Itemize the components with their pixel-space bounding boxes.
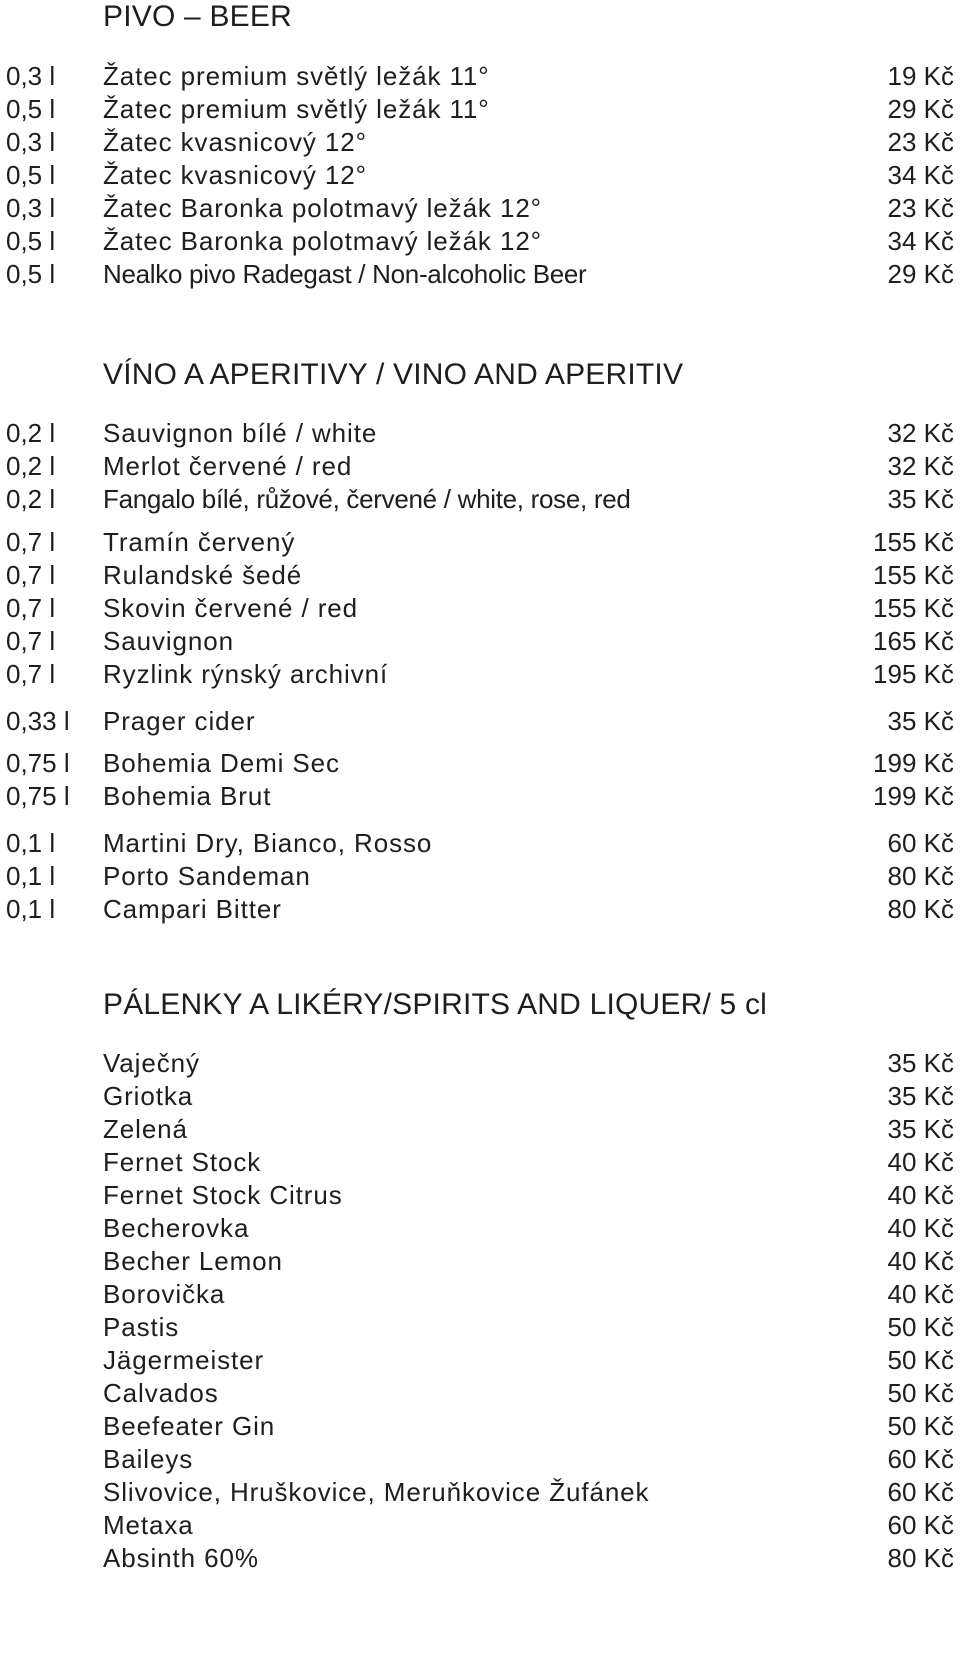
wine-item-2 xyxy=(0,449,960,483)
item-name: Skovin červené / red xyxy=(103,593,359,623)
spirits-item-8 xyxy=(0,1277,960,1311)
item-price: 23 Kč xyxy=(887,193,954,223)
item-volume: 0,5 l xyxy=(6,226,56,256)
item-name: Merlot červené / red xyxy=(103,451,353,481)
wine-item-5 xyxy=(0,558,960,592)
item-price: 80 Kč xyxy=(887,1543,954,1573)
item-volume: 0,3 l xyxy=(6,61,56,91)
spirits-item-4 xyxy=(0,1145,960,1179)
beer-item-5 xyxy=(0,191,960,225)
beer-item-6 xyxy=(0,224,960,258)
item-name: Zelená xyxy=(103,1114,188,1144)
item-name: Nealko pivo Radegast / Non-alcoholic Beer xyxy=(103,259,587,289)
item-name: Fernet Stock xyxy=(103,1147,262,1177)
item-name: Vaječný xyxy=(103,1048,200,1078)
spirits-heading: PÁLENKY A LIKÉRY/SPIRITS AND LIQUER/ 5 cl xyxy=(103,988,768,1021)
item-price: 35 Kč xyxy=(887,484,954,514)
item-price: 23 Kč xyxy=(887,127,954,157)
wine-heading: VÍNO A APERITIVY / VINO AND APERITIV xyxy=(103,358,684,391)
item-name: Sauvignon xyxy=(103,626,234,656)
spirits-item-11 xyxy=(0,1376,960,1410)
item-price: 155 Kč xyxy=(873,527,954,557)
item-price: 165 Kč xyxy=(873,626,954,656)
wine-item-9 xyxy=(0,704,960,738)
beer-item-4 xyxy=(0,158,960,192)
item-price: 50 Kč xyxy=(887,1378,954,1408)
wine-item-11 xyxy=(0,779,960,813)
wine-item-3 xyxy=(0,482,960,516)
item-price: 32 Kč xyxy=(887,418,954,448)
item-volume: 0,2 l xyxy=(6,418,56,448)
item-name: Pastis xyxy=(103,1312,180,1342)
spirits-item-3 xyxy=(0,1112,960,1146)
wine-item-7 xyxy=(0,624,960,658)
item-volume: 0,3 l xyxy=(6,193,56,223)
item-price: 35 Kč xyxy=(887,1048,954,1078)
item-name: Porto Sandeman xyxy=(103,861,311,891)
item-name: Bohemia Brut xyxy=(103,781,272,811)
beer-item-7 xyxy=(0,257,960,291)
item-volume: 0,5 l xyxy=(6,259,56,289)
item-volume: 0,3 l xyxy=(6,127,56,157)
item-price: 40 Kč xyxy=(887,1246,954,1276)
item-volume: 0,1 l xyxy=(6,828,56,858)
item-volume: 0,7 l xyxy=(6,626,56,656)
item-name: Absinth 60% xyxy=(103,1543,259,1573)
item-name: Prager cider xyxy=(103,706,256,736)
item-price: 40 Kč xyxy=(887,1213,954,1243)
item-volume: 0,75 l xyxy=(6,781,70,811)
item-price: 34 Kč xyxy=(887,226,954,256)
item-name: Becherovka xyxy=(103,1213,250,1243)
item-volume: 0,7 l xyxy=(6,593,56,623)
beer-item-3 xyxy=(0,125,960,159)
spirits-item-5 xyxy=(0,1178,960,1212)
item-name: Jägermeister xyxy=(103,1345,265,1375)
item-price: 60 Kč xyxy=(887,1444,954,1474)
spirits-item-6 xyxy=(0,1211,960,1245)
item-name: Žatec kvasnicový 12° xyxy=(103,160,367,190)
spirits-item-16 xyxy=(0,1541,960,1575)
item-price: 35 Kč xyxy=(887,1114,954,1144)
spirits-item-14 xyxy=(0,1475,960,1509)
item-price: 32 Kč xyxy=(887,451,954,481)
item-name: Bohemia Demi Sec xyxy=(103,748,340,778)
wine-item-1 xyxy=(0,416,960,450)
item-name: Metaxa xyxy=(103,1510,194,1540)
item-name: Martini Dry, Bianco, Rosso xyxy=(103,828,433,858)
wine-item-4 xyxy=(0,525,960,559)
item-price: 34 Kč xyxy=(887,160,954,190)
item-name: Slivovice, Hruškovice, Meruňkovice Žufánek xyxy=(103,1477,650,1507)
spirits-item-13 xyxy=(0,1442,960,1476)
item-price: 60 Kč xyxy=(887,1477,954,1507)
item-volume: 0,5 l xyxy=(6,94,56,124)
wine-item-14 xyxy=(0,892,960,926)
item-name: Sauvignon bílé / white xyxy=(103,418,378,448)
spirits-item-10 xyxy=(0,1343,960,1377)
beer-item-2 xyxy=(0,92,960,126)
item-price: 50 Kč xyxy=(887,1411,954,1441)
item-volume: 0,33 l xyxy=(6,706,70,736)
item-volume: 0,7 l xyxy=(6,659,56,689)
item-volume: 0,75 l xyxy=(6,748,70,778)
item-price: 50 Kč xyxy=(887,1312,954,1342)
item-name: Becher Lemon xyxy=(103,1246,283,1276)
beer-item-1 xyxy=(0,59,960,93)
spirits-item-15 xyxy=(0,1508,960,1542)
item-price: 29 Kč xyxy=(887,94,954,124)
item-price: 35 Kč xyxy=(887,1081,954,1111)
item-price: 199 Kč xyxy=(873,781,954,811)
item-name: Campari Bitter xyxy=(103,894,282,924)
item-name: Ryzlink rýnský archivní xyxy=(103,659,389,689)
wine-item-8 xyxy=(0,657,960,691)
item-price: 199 Kč xyxy=(873,748,954,778)
item-price: 35 Kč xyxy=(887,706,954,736)
item-name: Fernet Stock Citrus xyxy=(103,1180,343,1210)
spirits-item-1 xyxy=(0,1046,960,1080)
item-name: Baileys xyxy=(103,1444,194,1474)
item-name: Beefeater Gin xyxy=(103,1411,276,1441)
item-price: 155 Kč xyxy=(873,593,954,623)
item-name: Žatec premium světlý ležák 11° xyxy=(103,94,490,124)
item-price: 40 Kč xyxy=(887,1180,954,1210)
item-name: Griotka xyxy=(103,1081,194,1111)
item-price: 19 Kč xyxy=(887,61,954,91)
item-price: 40 Kč xyxy=(887,1279,954,1309)
spirits-item-12 xyxy=(0,1409,960,1443)
wine-item-13 xyxy=(0,859,960,893)
item-name: Calvados xyxy=(103,1378,219,1408)
item-name: Žatec premium světlý ležák 11° xyxy=(103,61,490,91)
item-price: 155 Kč xyxy=(873,560,954,590)
item-name: Rulandské šedé xyxy=(103,560,303,590)
item-price: 40 Kč xyxy=(887,1147,954,1177)
item-name: Žatec Baronka polotmavý ležák 12° xyxy=(103,193,542,223)
item-volume: 0,1 l xyxy=(6,861,56,891)
item-volume: 0,2 l xyxy=(6,451,56,481)
item-name: Žatec Baronka polotmavý ležák 12° xyxy=(103,226,542,256)
item-name: Fangalo bílé, růžové, červené / white, rose, red xyxy=(103,484,631,514)
spirits-item-2 xyxy=(0,1079,960,1113)
item-name: Borovička xyxy=(103,1279,226,1309)
item-volume: 0,1 l xyxy=(6,894,56,924)
item-name: Tramín červený xyxy=(103,527,296,557)
item-name: Žatec kvasnicový 12° xyxy=(103,127,367,157)
item-price: 80 Kč xyxy=(887,894,954,924)
item-price: 50 Kč xyxy=(887,1345,954,1375)
item-price: 80 Kč xyxy=(887,861,954,891)
beer-heading: PIVO – BEER xyxy=(103,0,292,33)
item-price: 60 Kč xyxy=(887,828,954,858)
item-volume: 0,7 l xyxy=(6,560,56,590)
item-price: 29 Kč xyxy=(887,259,954,289)
item-volume: 0,2 l xyxy=(6,484,56,514)
item-price: 195 Kč xyxy=(873,659,954,689)
wine-item-10 xyxy=(0,746,960,780)
item-volume: 0,7 l xyxy=(6,527,56,557)
wine-item-12 xyxy=(0,826,960,860)
spirits-item-7 xyxy=(0,1244,960,1278)
wine-item-6 xyxy=(0,591,960,625)
spirits-item-9 xyxy=(0,1310,960,1344)
item-price: 60 Kč xyxy=(887,1510,954,1540)
item-volume: 0,5 l xyxy=(6,160,56,190)
